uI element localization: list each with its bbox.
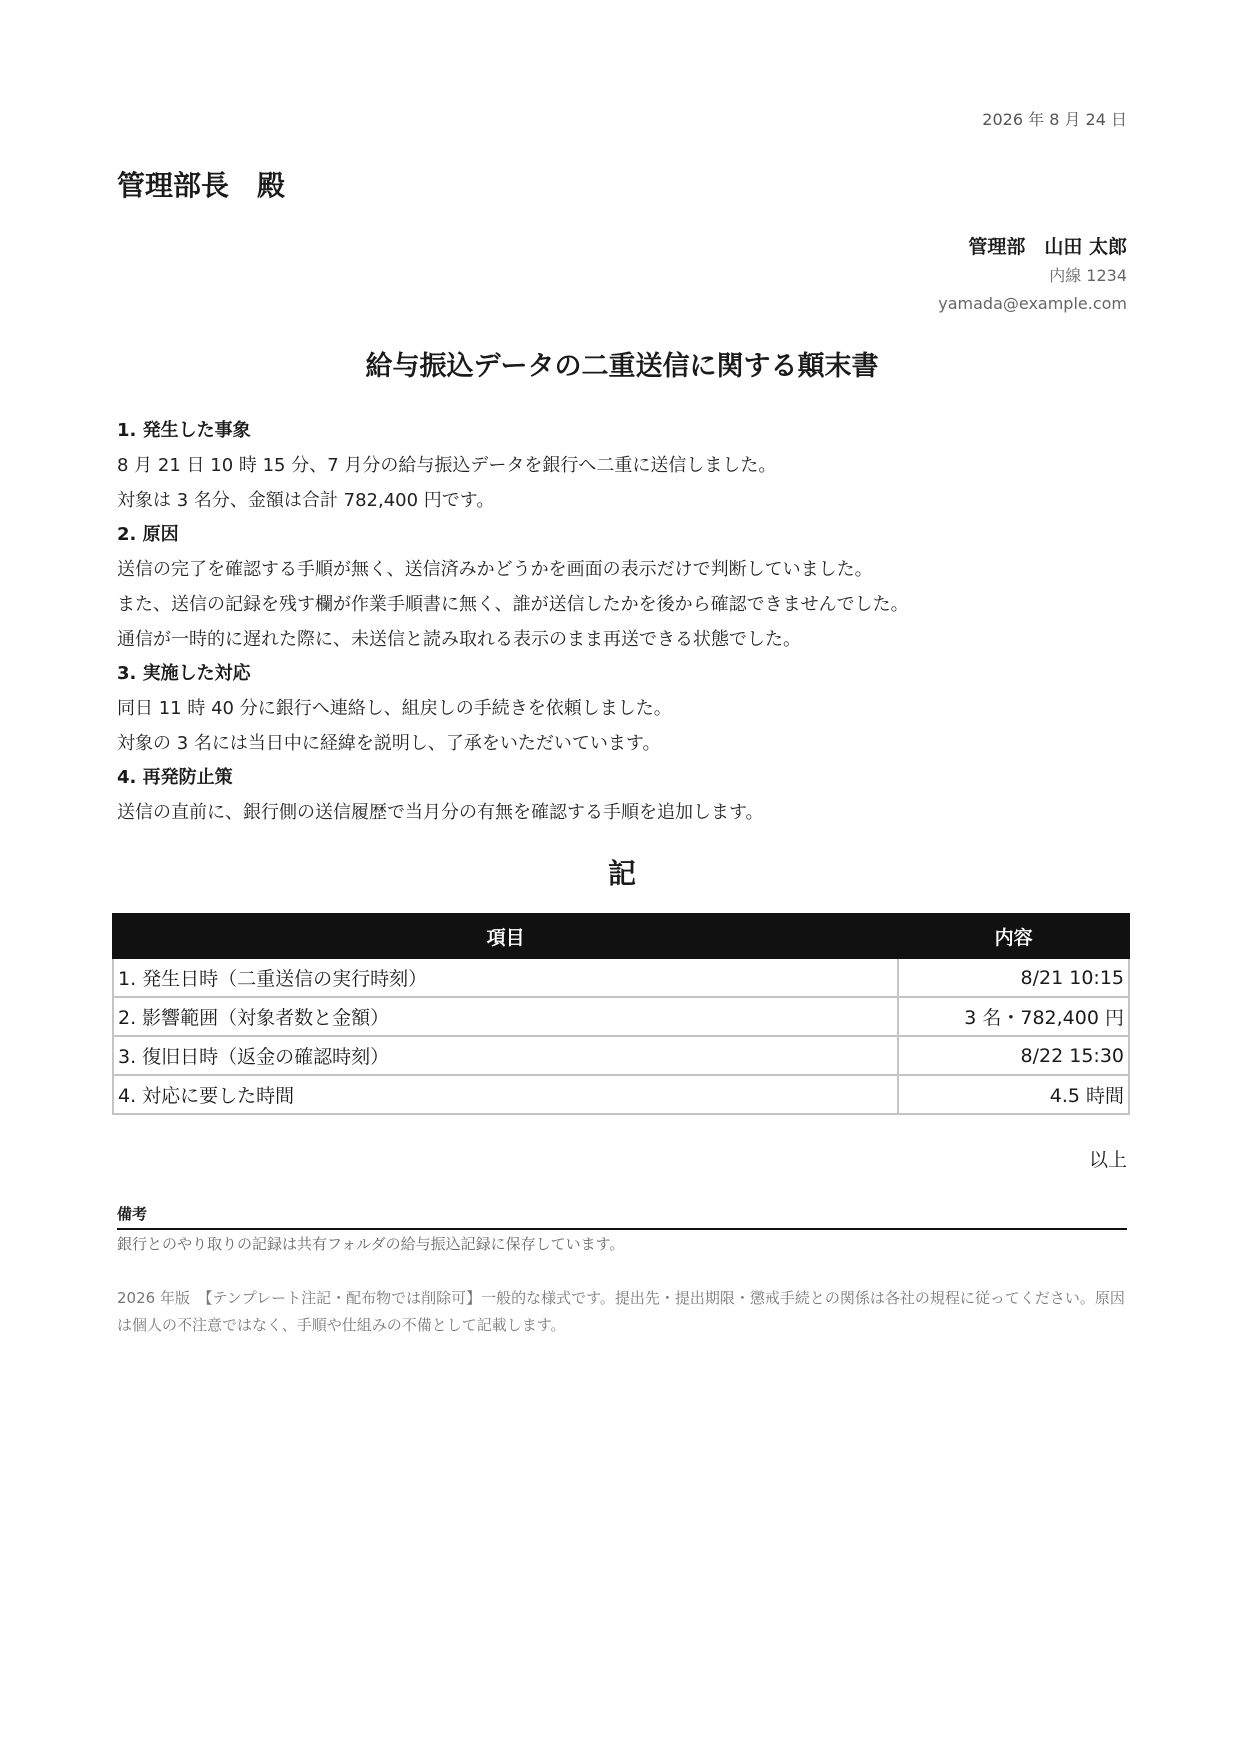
document-page bbox=[117, 0, 1127, 1754]
section-prevention bbox=[117, 761, 1127, 830]
section-line: 同日 11 時 40 分に銀行へ連絡し、組戻しの手続きを依頼しました。 bbox=[117, 698, 672, 719]
sender-block bbox=[938, 232, 1127, 318]
table-cell-value: 3 名・782,400 円 bbox=[898, 997, 1129, 1036]
table-cell-value: 8/21 10:15 bbox=[898, 958, 1129, 997]
closing-mark: 以上 bbox=[1088, 1149, 1127, 1171]
remarks-block bbox=[117, 1203, 1127, 1254]
document-date: 2026 年 8 月 24 日 bbox=[982, 110, 1127, 129]
document-title: 給与振込データの二重送信に関する顛末書 bbox=[365, 351, 879, 382]
table-cell-item: 2. 影響範囲（対象者数と金額） bbox=[113, 997, 898, 1036]
table-cell-item: 1. 発生日時（二重送信の実行時刻） bbox=[113, 958, 898, 997]
section-line: 送信の完了を確認する手順が無く、送信済みかどうかを画面の表示だけで判断していました。 bbox=[117, 559, 873, 580]
document-body bbox=[117, 414, 1127, 830]
section-line: 対象は 3 名分、金額は合計 782,400 円です。 bbox=[117, 490, 495, 511]
table-header-row bbox=[113, 914, 1129, 958]
remarks-heading: 備考 bbox=[117, 1203, 1127, 1230]
section-line: 対象の 3 名には当日中に経緯を説明し、了承をいただいています。 bbox=[117, 733, 661, 754]
table-row bbox=[113, 958, 1129, 997]
column-header-content: 内容 bbox=[898, 914, 1129, 958]
recipient: 管理部長 殿 bbox=[117, 169, 286, 202]
ki-heading: 記 bbox=[607, 857, 636, 890]
sender-name: 管理部 山田 太郎 bbox=[968, 236, 1127, 258]
table-cell-value: 4.5 時間 bbox=[898, 1075, 1129, 1114]
section-heading: 3. 実施した対応 bbox=[117, 663, 251, 684]
sender-email: yamada@example.com bbox=[938, 294, 1127, 313]
table-row bbox=[113, 997, 1129, 1036]
section-response bbox=[117, 657, 1127, 761]
table-row bbox=[113, 1075, 1129, 1114]
template-note: 2026 年版 【テンプレート注記・配布物では削除可】一般的な様式です。提出先・提出期限・懲戒手続との関係は各社の規程に従ってください。原因は個人の不注意ではなく、手順や仕組みの不備として記載します。 bbox=[117, 1289, 1125, 1334]
summary-table bbox=[112, 913, 1130, 1115]
section-heading: 1. 発生した事象 bbox=[117, 420, 251, 441]
sender-extension: 内線 1234 bbox=[1049, 266, 1127, 285]
section-cause bbox=[117, 518, 1127, 657]
table-cell-item: 3. 復旧日時（返金の確認時刻） bbox=[113, 1036, 898, 1075]
table-cell-item: 4. 対応に要した時間 bbox=[113, 1075, 898, 1114]
remarks-text: 銀行とのやり取りの記録は共有フォルダの給与振込記録に保存しています。 bbox=[117, 1235, 625, 1253]
section-line: 通信が一時的に遅れた際に、未送信と読み取れる表示のまま再送できる状態でした。 bbox=[117, 629, 801, 650]
section-line: また、送信の記録を残す欄が作業手順書に無く、誰が送信したかを後から確認できませんでした。 bbox=[117, 594, 909, 615]
section-occurrence bbox=[117, 414, 1127, 518]
section-line: 8 月 21 日 10 時 15 分、7 月分の給与振込データを銀行へ二重に送信しました。 bbox=[117, 455, 777, 476]
table-cell-value: 8/22 15:30 bbox=[898, 1036, 1129, 1075]
table-row bbox=[113, 1036, 1129, 1075]
section-heading: 4. 再発防止策 bbox=[117, 767, 233, 788]
section-line: 送信の直前に、銀行側の送信履歴で当月分の有無を確認する手順を追加します。 bbox=[117, 802, 764, 823]
section-heading: 2. 原因 bbox=[117, 524, 179, 545]
column-header-item: 項目 bbox=[113, 914, 898, 958]
